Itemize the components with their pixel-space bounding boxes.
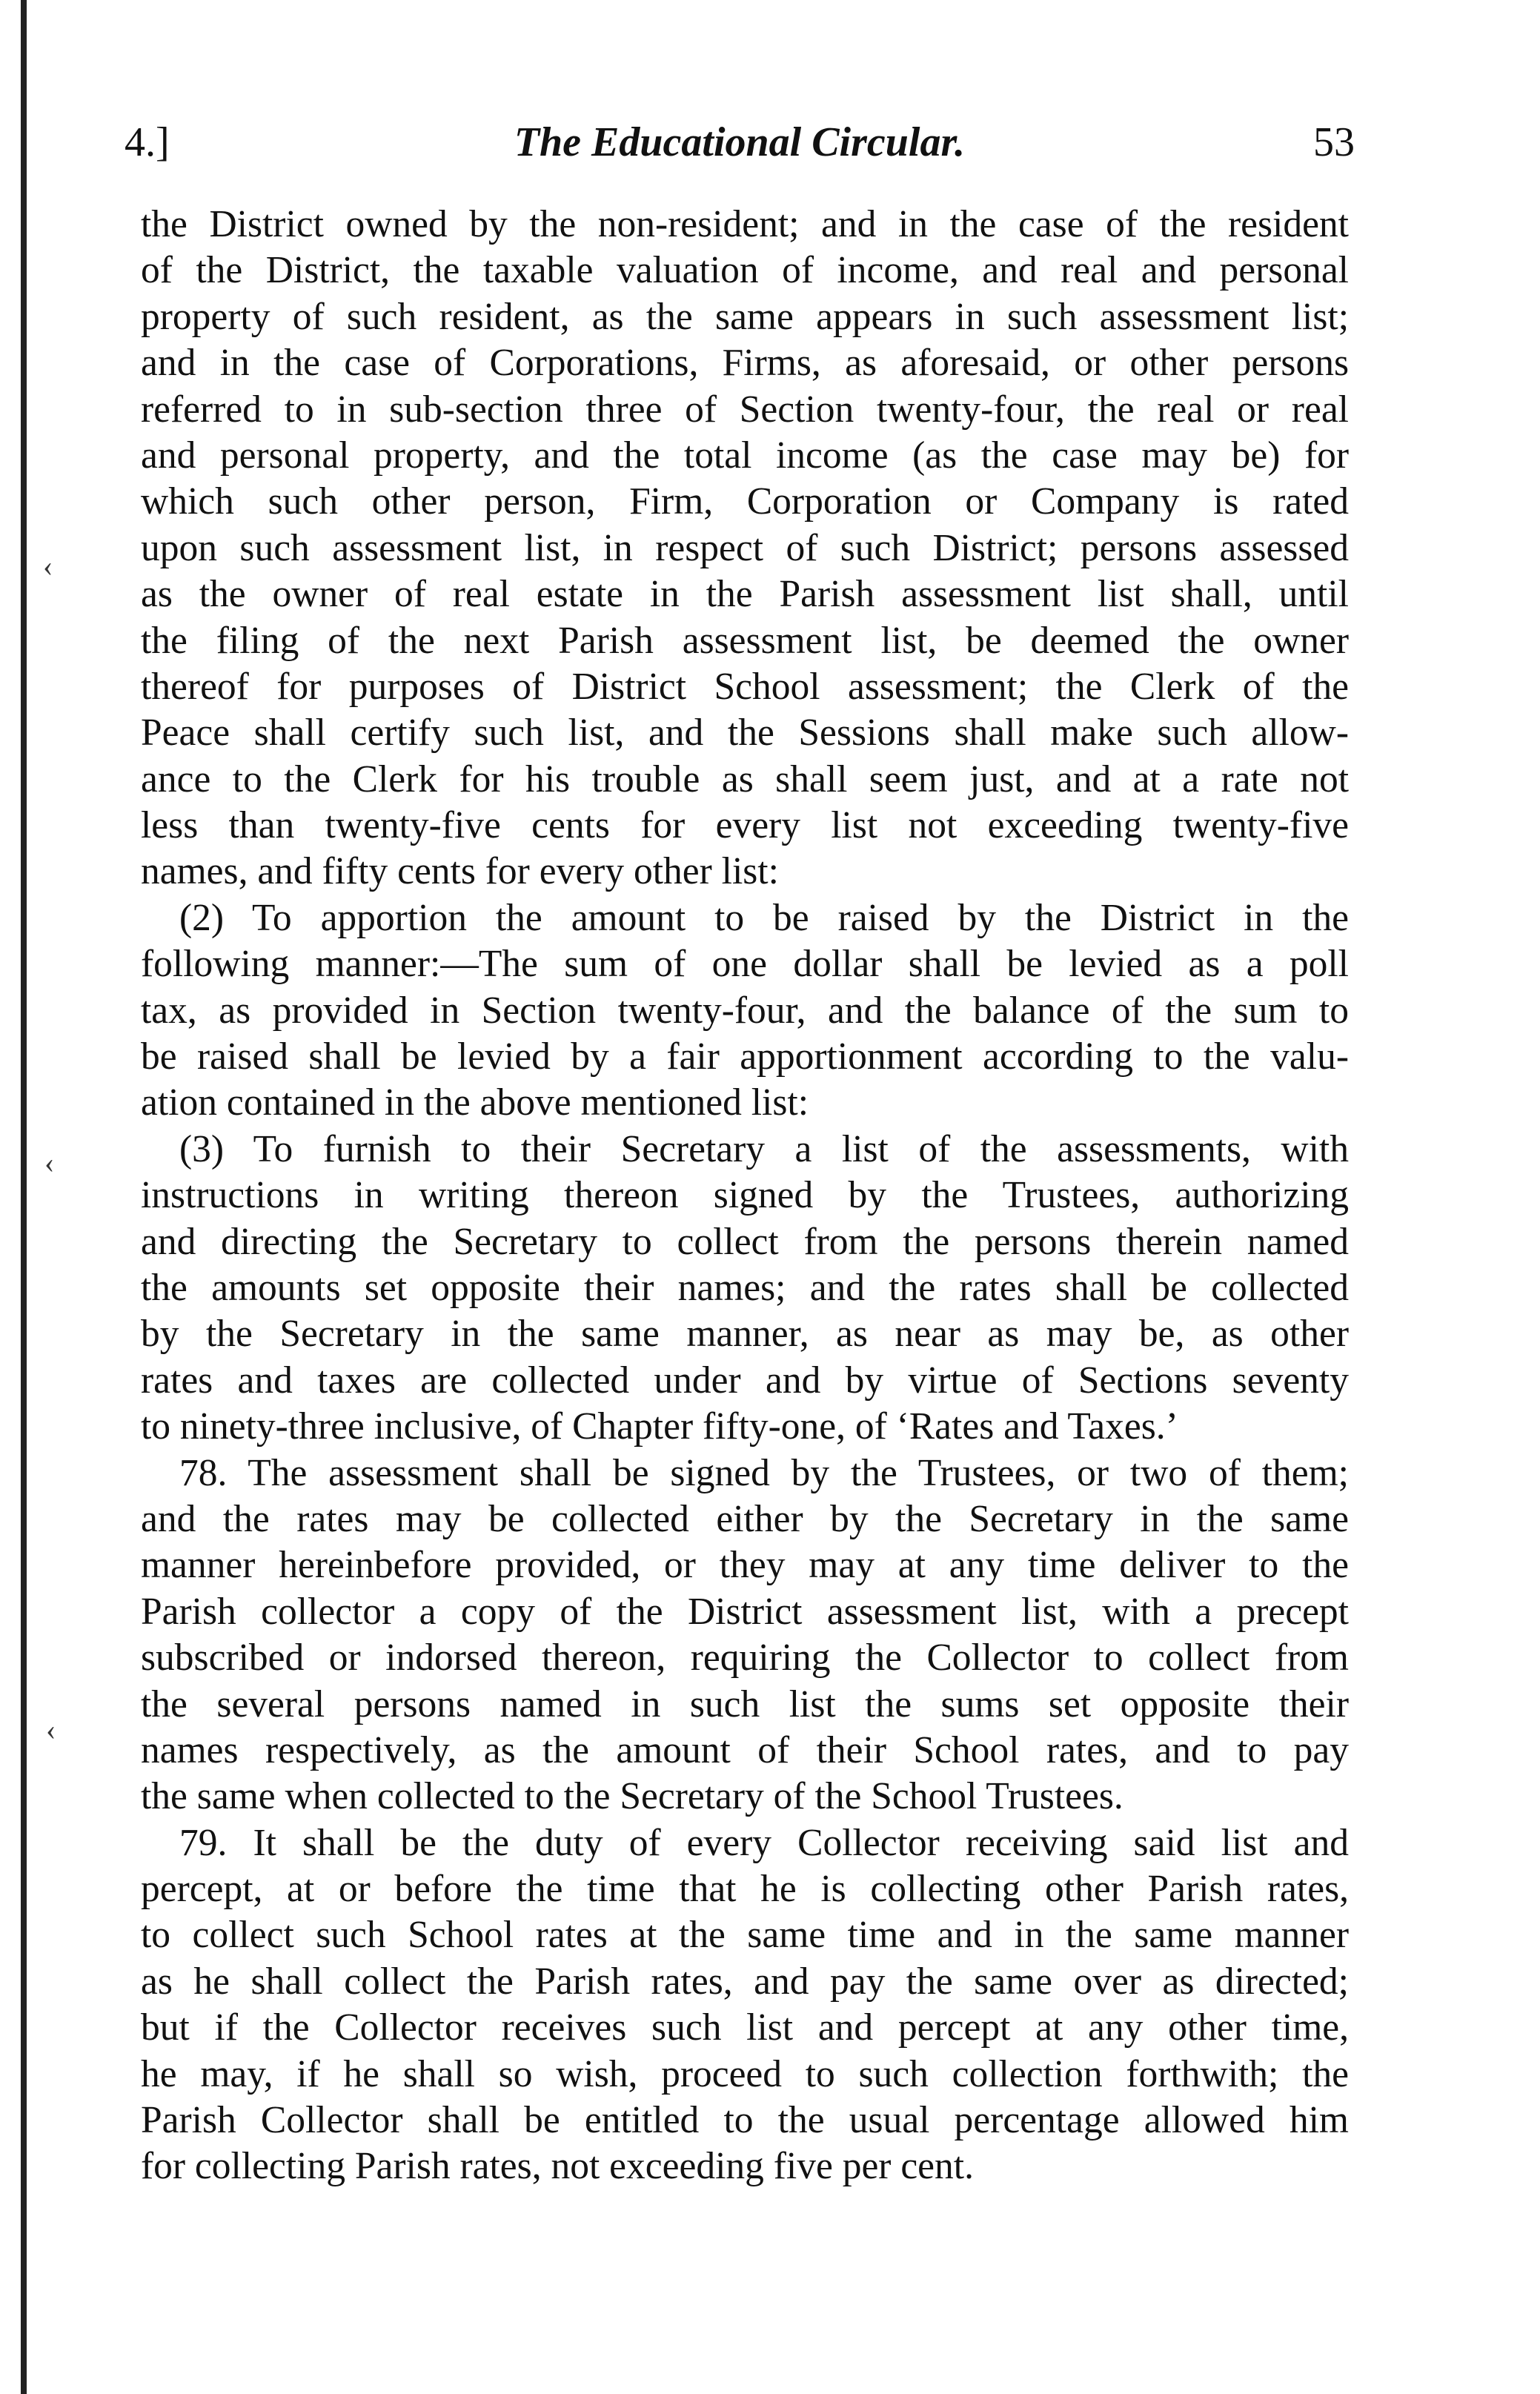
text-line: for collecting Parish rates, not exceeding five per cent.	[141, 2145, 974, 2188]
text-line: manner hereinbefore provided, or they may at any time deliver to the	[141, 1544, 1349, 1587]
running-header	[125, 119, 1355, 185]
text-line: he may, if he shall so wish, proceed to such collection forthwith; the	[141, 2052, 1349, 2095]
text-line: referred to in sub-section three of Section twenty-four, the real or real	[141, 388, 1349, 431]
text-line: as he shall collect the Parish rates, and pay the same over as directed;	[141, 1960, 1349, 2003]
text-line: names respectively, as the amount of their School rates, and to pay	[141, 1728, 1349, 1771]
text-line: tax, as provided in Section twenty-four, and the balance of the sum to	[141, 989, 1349, 1032]
text-line: the same when collected to the Secretary of the School Trustees.	[141, 1775, 1124, 1818]
margin-mark-1: ‹	[43, 549, 53, 583]
text-line: Parish collector a copy of the District assessment list, with a precept	[141, 1590, 1349, 1633]
text-line: and personal property, and the total income (as the case may be) for	[141, 434, 1349, 477]
text-line: instructions in writing thereon signed by the Trustees, authorizing	[141, 1174, 1349, 1217]
margin-mark-3: ‹	[46, 1713, 56, 1746]
text-line: as the owner of real estate in the Parish assessment list shall, until	[141, 573, 1349, 616]
text-line: subscribed or indorsed thereon, requiring the Collector to collect from	[141, 1637, 1349, 1680]
text-line: (3) To furnish to their Secretary a list of the assessments, with	[179, 1127, 1349, 1170]
text-line: less than twenty-five cents for every list not exceeding twenty-five	[141, 804, 1349, 847]
text-line: property of such resident, as the same appears in such assessment list;	[141, 295, 1349, 338]
text-line: percept, at or before the time that he is collecting other Parish rates,	[141, 1868, 1349, 1911]
running-title: The Educational Circular.	[514, 119, 966, 165]
text-line: but if the Collector receives such list and percept at any other time,	[141, 2006, 1349, 2049]
section-reference: 4.]	[125, 119, 170, 165]
text-line: of the District, the taxable valuation of income, and real and personal	[141, 249, 1349, 292]
text-line: Parish Collector shall be entitled to the usual percentage allowed him	[141, 2099, 1349, 2142]
text-line: ance to the Clerk for his trouble as shall seem just, and at a rate not	[141, 757, 1349, 800]
text-line: rates and taxes are collected under and by virtue of Sections seventy	[141, 1359, 1349, 1402]
text-line: names, and fifty cents for every other list:	[141, 850, 779, 893]
text-line: and in the case of Corporations, Firms, as aforesaid, or other persons	[141, 342, 1349, 385]
page-number: 53	[1313, 119, 1355, 165]
text-line: (2) To apportion the amount to be raised by the District in the	[179, 896, 1349, 939]
text-line: 78. The assessment shall be signed by the Trustees, or two of them;	[179, 1451, 1349, 1494]
text-line: upon such assessment list, in respect of such District; persons assessed	[141, 526, 1349, 569]
text-line: 79. It shall be the duty of every Collector receiving said list and	[179, 1821, 1349, 1864]
text-line: thereof for purposes of District School assessment; the Clerk of the	[141, 665, 1349, 708]
text-line: to ninety-three inclusive, of Chapter fifty-one, of ‘Rates and Taxes.’	[141, 1405, 1178, 1448]
text-line: and the rates may be collected either by the Secretary in the same	[141, 1497, 1349, 1540]
body-text	[141, 202, 1349, 2190]
page-binding-edge	[21, 0, 27, 2394]
text-line: the amounts set opposite their names; and the rates shall be collected	[141, 1266, 1349, 1309]
text-line: the District owned by the non-resident; and in the case of the resident	[141, 203, 1349, 245]
text-line: which such other person, Firm, Corporation or Company is rated	[141, 480, 1349, 523]
text-line: be raised shall be levied by a fair apportionment according to the valu-	[141, 1035, 1349, 1078]
text-line: by the Secretary in the same manner, as near as may be, as other	[141, 1313, 1349, 1356]
margin-mark-2: ‹	[44, 1146, 55, 1179]
text-line: and directing the Secretary to collect from the persons therein named	[141, 1220, 1349, 1263]
text-line: Peace shall certify such list, and the Sessions shall make such allow-	[141, 712, 1349, 755]
text-line: following manner:—The sum of one dollar shall be levied as a poll	[141, 943, 1349, 986]
text-line: the filing of the next Parish assessment list, be deemed the owner	[141, 619, 1349, 662]
text-line: the several persons named in such list the sums set opposite their	[141, 1682, 1349, 1725]
text-line: ation contained in the above mentioned list:	[141, 1081, 809, 1124]
text-line: to collect such School rates at the same time and in the same manner	[141, 1914, 1349, 1957]
